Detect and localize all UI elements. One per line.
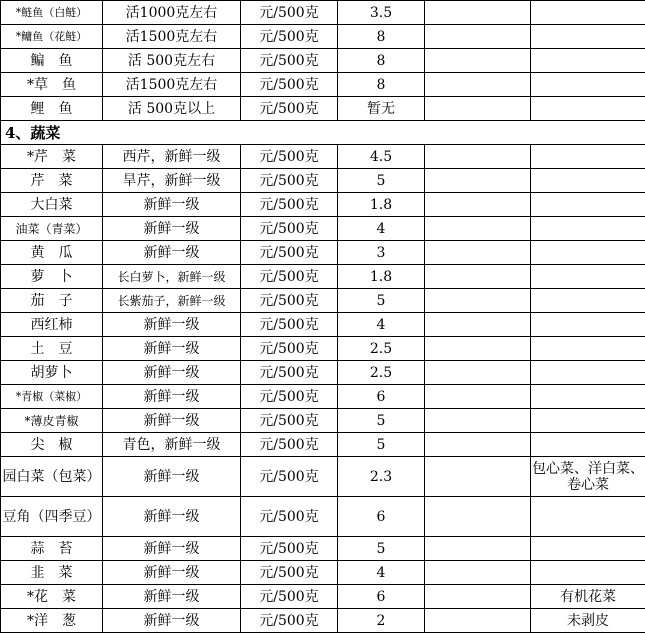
item-price: 6: [338, 497, 425, 537]
item-name: 芹 菜: [1, 169, 103, 193]
item-extra: [425, 169, 531, 193]
item-spec: 活1000克左右: [103, 1, 241, 25]
table-row: [1, 313, 645, 337]
table-row: [1, 433, 645, 457]
item-spec: 新鲜一级: [103, 537, 241, 561]
item-spec: 新鲜一级: [103, 385, 241, 409]
item-price: 4: [338, 217, 425, 241]
item-spec: 西芹，新鲜一级: [103, 145, 241, 169]
item-extra: [425, 265, 531, 289]
item-price: 8: [338, 49, 425, 73]
item-price: 6: [338, 585, 425, 609]
item-name: *薄皮青椒: [1, 409, 103, 433]
item-note: [531, 409, 645, 433]
item-extra: [425, 49, 531, 73]
item-name: 萝 卜: [1, 265, 103, 289]
item-unit: 元/500克: [241, 145, 338, 169]
item-extra: [425, 73, 531, 97]
item-name: 土 豆: [1, 337, 103, 361]
table-row: [1, 97, 645, 121]
item-name: *草 鱼: [1, 73, 103, 97]
item-extra: [425, 385, 531, 409]
item-spec: 青色，新鲜一级: [103, 433, 241, 457]
item-note: [531, 241, 645, 265]
item-unit: 元/500克: [241, 497, 338, 537]
item-spec: 新鲜一级: [103, 217, 241, 241]
item-spec: 活1500克左右: [103, 25, 241, 49]
item-price: 5: [338, 409, 425, 433]
item-unit: 元/500克: [241, 169, 338, 193]
item-extra: [425, 561, 531, 585]
table-row: [1, 337, 645, 361]
item-name: *花 菜: [1, 585, 103, 609]
table-row: [1, 585, 645, 609]
table-row: [1, 1, 645, 25]
item-price: 3: [338, 241, 425, 265]
item-spec: 新鲜一级: [103, 337, 241, 361]
item-note: [531, 433, 645, 457]
item-unit: 元/500克: [241, 409, 338, 433]
item-extra: [425, 97, 531, 121]
item-extra: [425, 241, 531, 265]
item-extra: [425, 609, 531, 633]
table-row: [1, 241, 645, 265]
item-unit: 元/500克: [241, 585, 338, 609]
item-price: 5: [338, 433, 425, 457]
item-extra: [425, 1, 531, 25]
item-unit: 元/500克: [241, 337, 338, 361]
item-note: 有机花菜: [531, 585, 645, 609]
item-price: 4.5: [338, 145, 425, 169]
item-extra: [425, 433, 531, 457]
table-row: [1, 289, 645, 313]
item-note: [531, 145, 645, 169]
item-unit: 元/500克: [241, 609, 338, 633]
item-note: [531, 337, 645, 361]
item-extra: [425, 25, 531, 49]
item-unit: 元/500克: [241, 25, 338, 49]
table-row: [1, 193, 645, 217]
item-extra: [425, 337, 531, 361]
table-row: [1, 73, 645, 97]
item-price: 4: [338, 561, 425, 585]
item-spec: 新鲜一级: [103, 561, 241, 585]
item-note: [531, 265, 645, 289]
item-name: 园白菜（包菜）: [1, 457, 103, 497]
item-note: [531, 1, 645, 25]
item-price: 8: [338, 73, 425, 97]
item-extra: [425, 313, 531, 337]
item-name: *芹 菜: [1, 145, 103, 169]
table-row: [1, 169, 645, 193]
item-spec: 新鲜一级: [103, 585, 241, 609]
table-row: [1, 409, 645, 433]
item-price: 5: [338, 537, 425, 561]
item-name: 茄 子: [1, 289, 103, 313]
table-row: [1, 49, 645, 73]
item-price: 6: [338, 385, 425, 409]
item-name: 韭 菜: [1, 561, 103, 585]
item-unit: 元/500克: [241, 457, 338, 497]
item-note: [531, 313, 645, 337]
item-note: [531, 497, 645, 537]
item-price: 1.8: [338, 265, 425, 289]
item-unit: 元/500克: [241, 241, 338, 265]
item-price: 暂无: [338, 97, 425, 121]
item-name: 黄 瓜: [1, 241, 103, 265]
item-unit: 元/500克: [241, 385, 338, 409]
item-note: [531, 561, 645, 585]
item-name: 豆角（四季豆）: [1, 497, 103, 537]
item-spec: 新鲜一级: [103, 457, 241, 497]
item-extra: [425, 217, 531, 241]
item-spec: 新鲜一级: [103, 313, 241, 337]
table-row: [1, 385, 645, 409]
item-spec: 新鲜一级: [103, 193, 241, 217]
item-note: [531, 537, 645, 561]
item-name: 蒜 苔: [1, 537, 103, 561]
item-price: 2.5: [338, 361, 425, 385]
item-unit: 元/500克: [241, 289, 338, 313]
item-name: 西红柿: [1, 313, 103, 337]
item-spec: 新鲜一级: [103, 241, 241, 265]
item-note: [531, 217, 645, 241]
item-unit: 元/500克: [241, 313, 338, 337]
item-name: 胡萝卜: [1, 361, 103, 385]
item-price: 2.3: [338, 457, 425, 497]
item-extra: [425, 145, 531, 169]
item-extra: [425, 497, 531, 537]
table-row: [1, 265, 645, 289]
item-price: 2.5: [338, 337, 425, 361]
item-note: 包心菜、洋白菜、卷心菜: [531, 457, 645, 497]
item-unit: 元/500克: [241, 561, 338, 585]
item-note: [531, 97, 645, 121]
item-name: 油菜（青菜）: [1, 217, 103, 241]
table-row: [1, 609, 645, 633]
item-unit: 元/500克: [241, 97, 338, 121]
item-note: [531, 361, 645, 385]
item-spec: 新鲜一级: [103, 609, 241, 633]
item-name: 大白菜: [1, 193, 103, 217]
item-price: 5: [338, 169, 425, 193]
item-spec: 新鲜一级: [103, 409, 241, 433]
item-spec: 长紫茄子，新鲜一级: [103, 289, 241, 313]
table-row: [1, 497, 645, 537]
item-price: 1.8: [338, 193, 425, 217]
item-name: *鲢鱼（白鲢）: [1, 1, 103, 25]
item-unit: 元/500克: [241, 193, 338, 217]
item-note: 未剥皮: [531, 609, 645, 633]
item-note: [531, 289, 645, 313]
section-row: [1, 121, 645, 145]
item-unit: 元/500克: [241, 537, 338, 561]
item-price: 8: [338, 25, 425, 49]
table-row: [1, 361, 645, 385]
item-spec: 活 500克以上: [103, 97, 241, 121]
table-row: [1, 217, 645, 241]
item-note: [531, 193, 645, 217]
item-name: 尖 椒: [1, 433, 103, 457]
item-unit: 元/500克: [241, 49, 338, 73]
item-price: 4: [338, 313, 425, 337]
item-unit: 元/500克: [241, 73, 338, 97]
item-unit: 元/500克: [241, 433, 338, 457]
item-spec: 活 500克左右: [103, 49, 241, 73]
item-spec: 旱芹，新鲜一级: [103, 169, 241, 193]
item-unit: 元/500克: [241, 361, 338, 385]
item-unit: 元/500克: [241, 1, 338, 25]
item-note: [531, 73, 645, 97]
item-spec: 活1500克左右: [103, 73, 241, 97]
item-spec: 新鲜一级: [103, 361, 241, 385]
item-unit: 元/500克: [241, 265, 338, 289]
item-extra: [425, 361, 531, 385]
item-name: *鳙鱼（花鲢）: [1, 25, 103, 49]
item-extra: [425, 409, 531, 433]
table-row: [1, 145, 645, 169]
table-row: [1, 561, 645, 585]
item-extra: [425, 457, 531, 497]
item-note: [531, 49, 645, 73]
item-price: 3.5: [338, 1, 425, 25]
item-price: 5: [338, 289, 425, 313]
item-unit: 元/500克: [241, 217, 338, 241]
item-name: *青椒（菜椒）: [1, 385, 103, 409]
table-row: [1, 537, 645, 561]
item-note: [531, 25, 645, 49]
item-extra: [425, 193, 531, 217]
table-row: [1, 25, 645, 49]
item-extra: [425, 537, 531, 561]
section-title: 4、蔬菜: [1, 121, 645, 145]
item-name: *洋 葱: [1, 609, 103, 633]
item-name: 鲤 鱼: [1, 97, 103, 121]
item-note: [531, 169, 645, 193]
item-extra: [425, 585, 531, 609]
item-name: 鳊 鱼: [1, 49, 103, 73]
item-spec: 长白萝卜，新鲜一级: [103, 265, 241, 289]
item-price: 2: [338, 609, 425, 633]
item-spec: 新鲜一级: [103, 497, 241, 537]
item-note: [531, 385, 645, 409]
table-row: [1, 457, 645, 497]
item-extra: [425, 289, 531, 313]
